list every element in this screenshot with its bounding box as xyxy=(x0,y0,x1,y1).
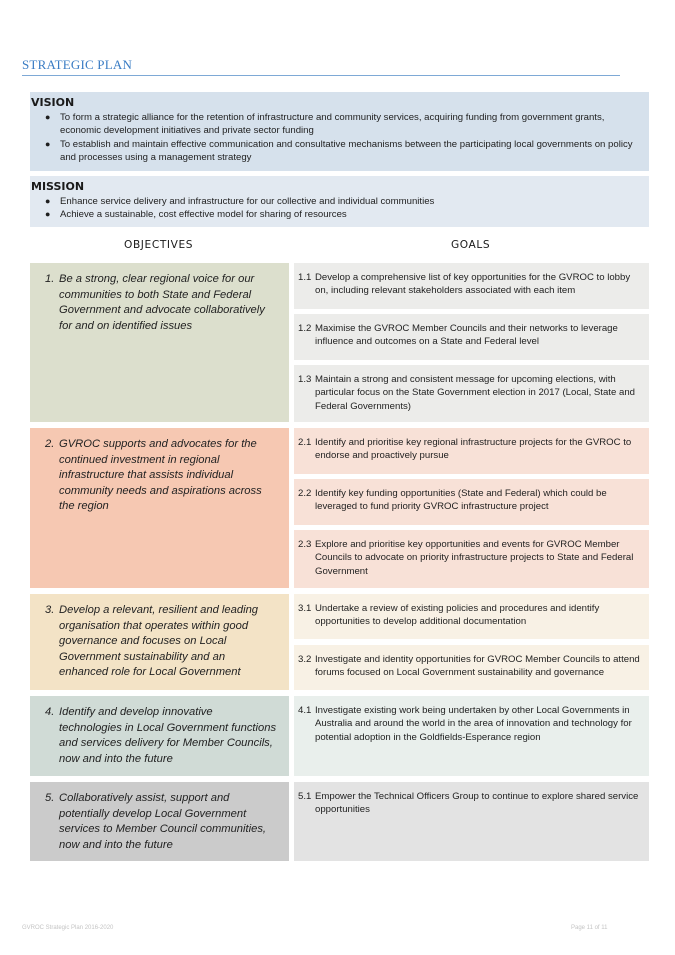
objective-1 xyxy=(30,263,289,422)
mission-section xyxy=(30,176,649,227)
goal-number: 1.3 xyxy=(298,374,312,385)
objective-number: 1. xyxy=(45,273,55,285)
goal-text: Explore and prioritise key opportunities and events for GVROC Member Councils to advocate on priority infrastructure projects to State and Federal Government xyxy=(315,539,634,577)
objective-text: Develop a relevant, resilient and leading organisation that operates within good governance and focuses on Local Government sustainability and an enhanced role for Local Government xyxy=(59,604,259,678)
goal-number: 3.1 xyxy=(298,603,312,614)
goal-text: Maximise the GVROC Member Councils and their networks to leverage influence and outcomes on a State and Federal level xyxy=(315,323,618,348)
goal-text: Undertake a review of existing policies and procedures and identify opportunities to develop additional documentation xyxy=(315,603,600,628)
goal-1-1 xyxy=(294,263,649,309)
goal-text: Identify key funding opportunities (State and Federal) which could be leveraged to fund priority GVROC infrastructure project xyxy=(315,488,607,513)
vision-item: ● To form a strategic alliance for the retention of infrastructure and community services, acquiring funding from government grants, economic development initiatives and private sector funding xyxy=(45,112,605,137)
objective-5 xyxy=(30,782,289,861)
goal-text: Investigate and identity opportunities for GVROC Member Councils to attend forums focused on Local Government sustainability and governance xyxy=(315,654,640,679)
footer-page-number: Page 11 of 11 xyxy=(571,925,608,931)
vision-list xyxy=(31,111,639,165)
heading-divider xyxy=(22,75,620,76)
mission-list xyxy=(31,195,639,222)
goal-2-2 xyxy=(294,479,649,525)
objective-text: Identify and develop innovative technologies in Local Government functions and services delivery for Member Councils, now and into the future xyxy=(59,706,277,765)
goal-number: 3.2 xyxy=(298,654,312,665)
goal-3-2 xyxy=(294,645,649,690)
goal-number: 5.1 xyxy=(298,791,312,802)
objective-4 xyxy=(30,696,289,776)
goal-number: 2.3 xyxy=(298,539,312,550)
objective-number: 5. xyxy=(45,792,55,804)
goal-1-3 xyxy=(294,365,649,422)
objective-number: 2. xyxy=(45,438,55,450)
page-heading: STRATEGIC PLAN xyxy=(22,57,133,72)
objective-3 xyxy=(30,594,289,690)
footer-left: GVROC Strategic Plan 2016-2020 xyxy=(22,925,114,931)
goal-number: 2.2 xyxy=(298,488,312,499)
goals-header: GOALS xyxy=(451,239,491,251)
goal-3-1 xyxy=(294,594,649,639)
objective-text: Be a strong, clear regional voice for our communities to both State and Federal Government and advocate collaboratively for and on identified issues xyxy=(59,273,265,332)
vision-title: VISION xyxy=(31,96,75,109)
goal-text: Empower the Technical Officers Group to continue to explore shared service opportunities xyxy=(315,791,639,816)
vision-item: ● To establish and maintain effective communication and consultative mechanisms between the participating local governments on policy and processes using a management strategy xyxy=(45,138,633,164)
goal-number: 1.2 xyxy=(298,323,312,334)
bullet-icon: ● xyxy=(45,209,51,220)
goal-text: Maintain a strong and consistent message for upcoming elections, with particular focus on the State Government election in 2017 (Local, State and Federal Governments) xyxy=(315,374,635,412)
mission-item: ● Enhance service delivery and infrastructure for our collective and individual communities xyxy=(45,196,435,207)
goal-number: 4.1 xyxy=(298,705,312,716)
goal-text: Develop a comprehensive list of key opportunities for the GVROC to lobby on, including relevant stakeholders associated with each item xyxy=(315,272,631,297)
goal-5-1 xyxy=(294,782,649,861)
objectives-header: OBJECTIVES xyxy=(124,239,194,251)
goal-number: 1.1 xyxy=(298,272,312,283)
mission-title: MISSION xyxy=(31,180,85,193)
objective-text: Collaboratively assist, support and potentially develop Local Government services to Member Council communities, now and into the future xyxy=(59,792,267,851)
goal-text: Investigate existing work being undertaken by other Local Governments in Australia and around the world in the area of innovation and technology for potential adoption in the Goldfields-Esperance region xyxy=(315,705,632,743)
goal-4-1 xyxy=(294,696,649,776)
vision-section xyxy=(30,92,649,171)
mission-item: ● Achieve a sustainable, cost effective model for sharing of resources xyxy=(45,209,347,221)
bullet-icon: ● xyxy=(45,138,51,149)
objective-2 xyxy=(30,428,289,588)
bullet-icon: ● xyxy=(45,112,51,122)
goal-number: 2.1 xyxy=(298,437,312,448)
goal-2-3 xyxy=(294,530,649,588)
goal-2-1 xyxy=(294,428,649,474)
bullet-icon: ● xyxy=(45,196,51,206)
objective-text: GVROC supports and advocates for the continued investment in regional infrastructure that assists individual community needs and aspirations across the region xyxy=(59,438,262,512)
goal-text: Identify and prioritise key regional infrastructure projects for the GVROC to endorse and proactively pursue xyxy=(315,437,632,462)
objective-number: 4. xyxy=(45,706,55,718)
goal-1-2 xyxy=(294,314,649,360)
objective-number: 3. xyxy=(45,604,55,616)
